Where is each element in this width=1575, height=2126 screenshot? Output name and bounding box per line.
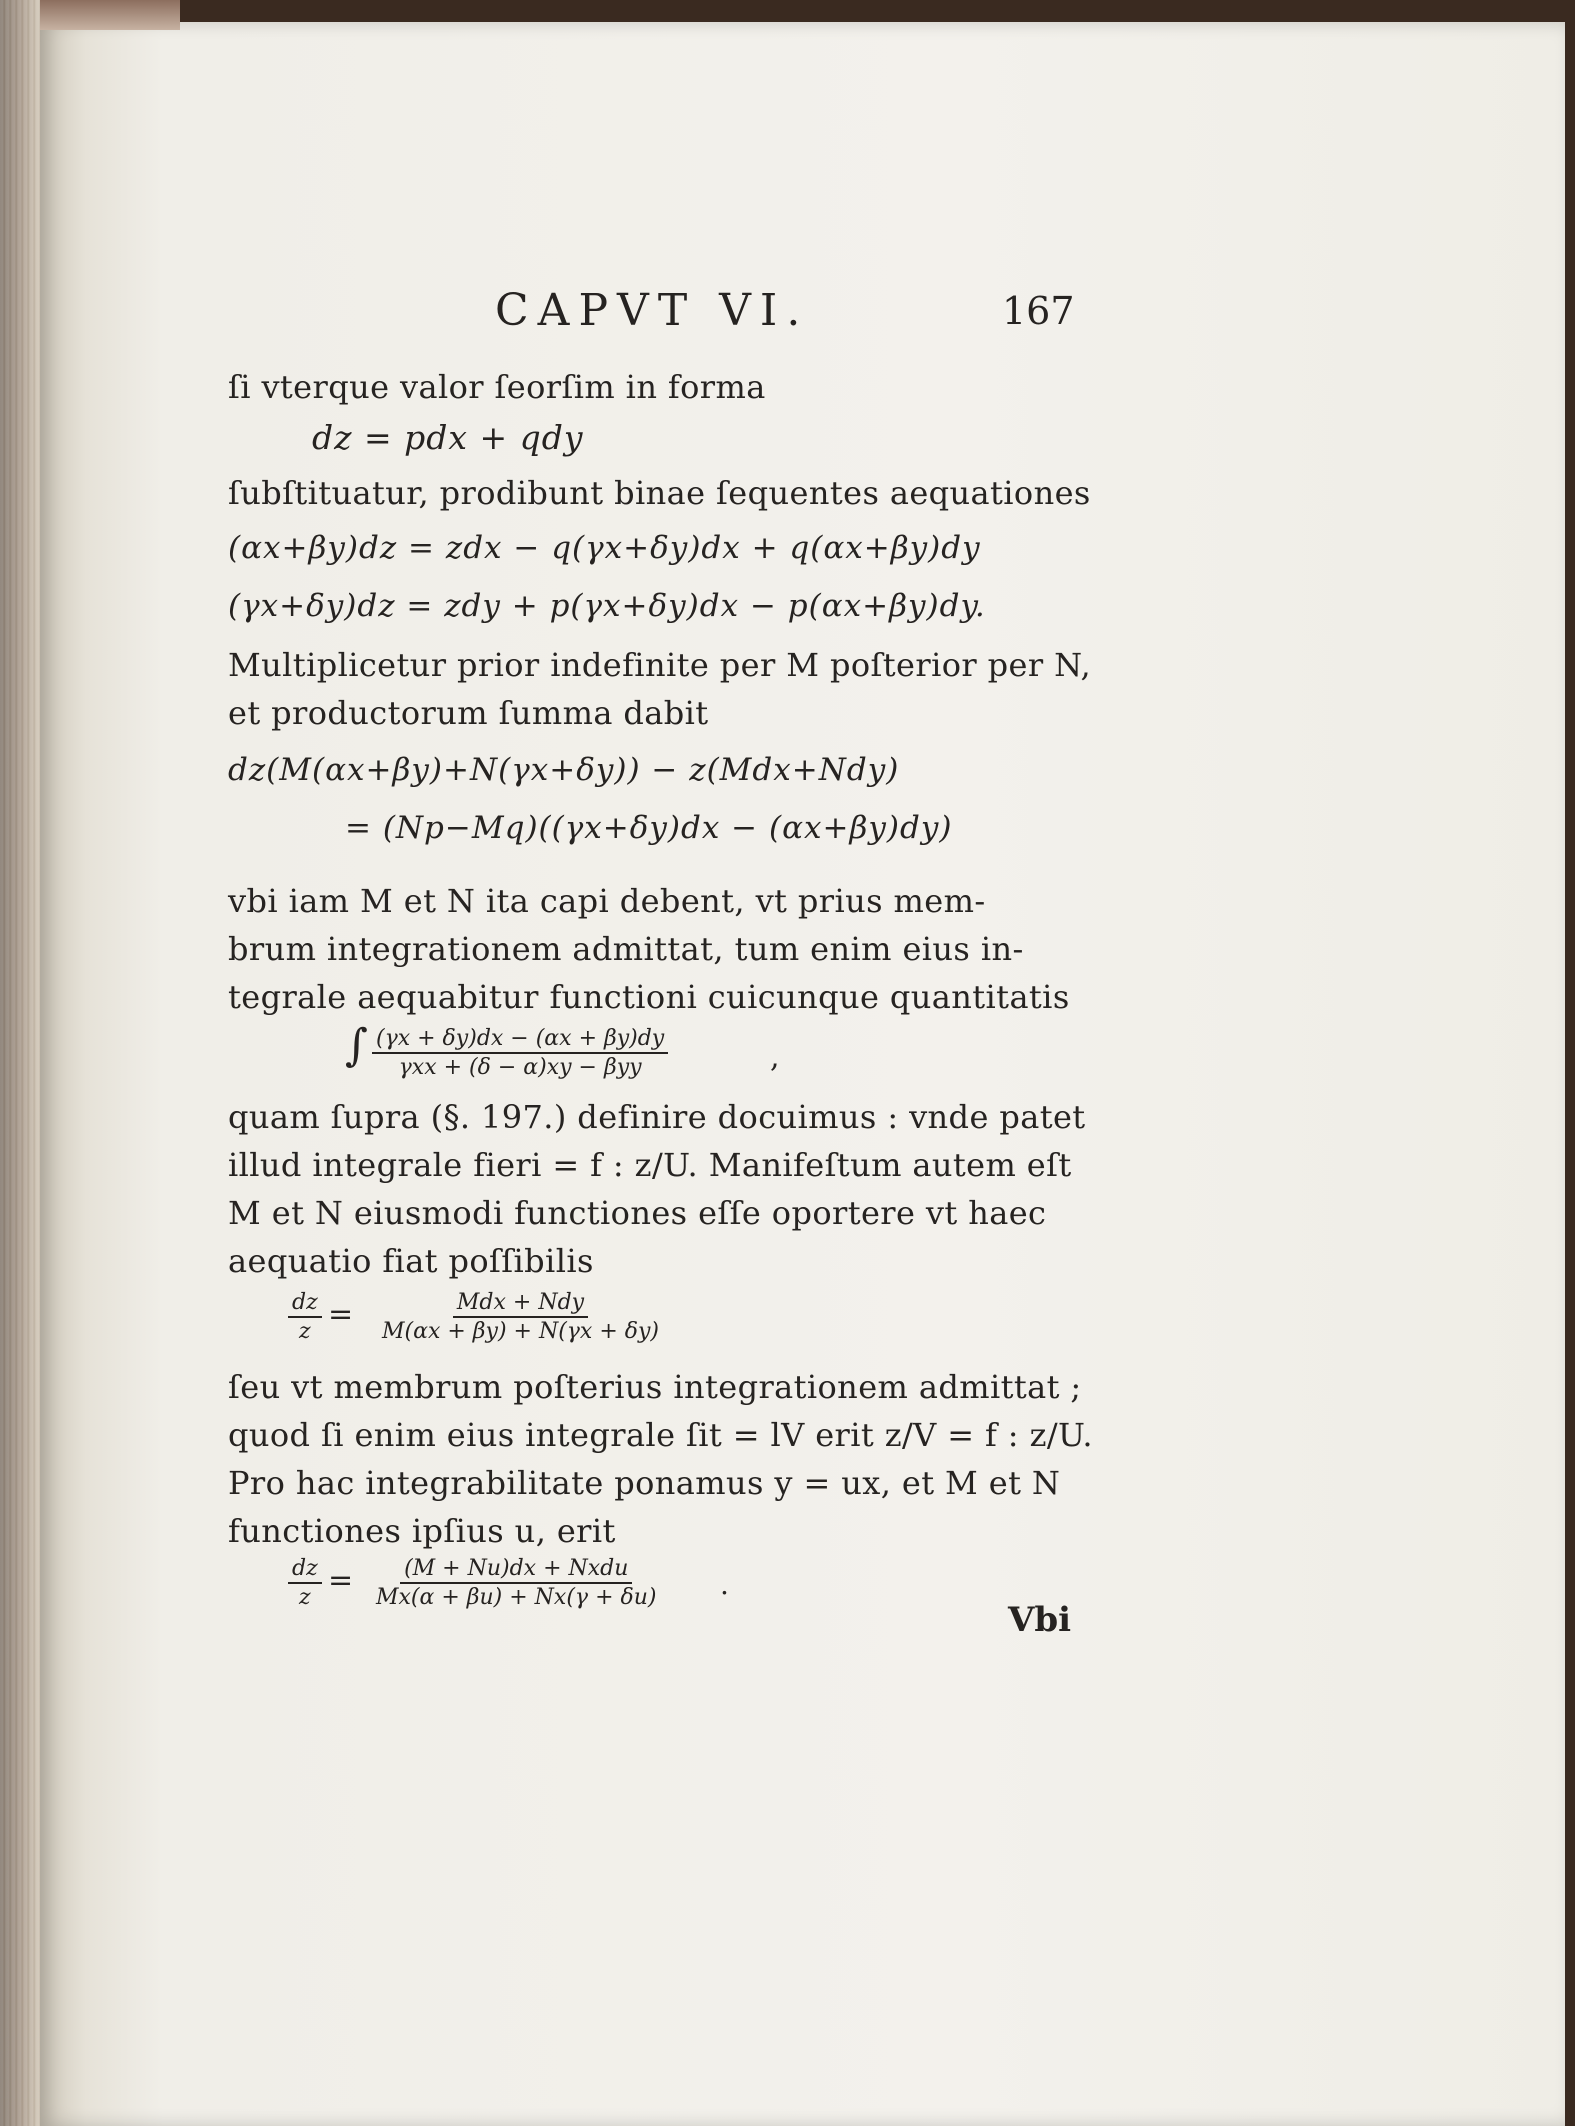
equation-line: (αx+βy)dz = zdx − q(γx+δy)dx + q(αx+βy)dy <box>228 530 981 566</box>
text-line: quam ſupra (§. 197.) definire docuimus : vnde patet <box>228 1098 1086 1136</box>
text-line: vbi iam M et N ita capi debent, vt prius mem- <box>228 882 986 920</box>
text-line: aequatio fiat poſſibilis <box>228 1242 594 1280</box>
integral-sign: ∫ <box>345 1020 368 1071</box>
fraction-main <box>378 1290 663 1344</box>
running-header: CAPVT VI. <box>495 285 810 336</box>
fraction-denominator: z <box>299 1585 311 1610</box>
text-line: quod ſi enim eius integrale ſit = lV erit z/V = f : z/U. <box>228 1416 1094 1454</box>
fraction-numerator: (γx + δy)dx − (αx + βy)dy <box>372 1026 668 1054</box>
integral-fraction <box>372 1026 668 1080</box>
fraction-dz-over-z <box>288 1556 322 1610</box>
equation-line: dz(M(αx+βy)+N(γx+δy)) − z(Mdx+Ndy) <box>228 752 900 788</box>
fraction-denominator: γxx + (δ − α)xy − βyy <box>398 1055 642 1080</box>
equals-sign: = <box>328 1297 354 1332</box>
catchword: Vbi <box>1008 1600 1072 1640</box>
equation-line: = (Np−Mq)((γx+δy)dx − (αx+βy)dy) <box>345 810 953 846</box>
fraction-numerator: dz <box>288 1290 322 1318</box>
text-line: ſubſtituatur, prodibunt binae ſequentes aequationes <box>228 474 1091 512</box>
fraction-numerator: dz <box>288 1556 322 1584</box>
punctuation: , <box>770 1040 780 1075</box>
binding-corner <box>40 0 180 30</box>
text-line: Multiplicetur prior indefinite per M poſterior per N, <box>228 646 1092 684</box>
text-line: illud integrale fieri = f : z/U. Manifeſtum autem eſt <box>228 1146 1072 1184</box>
equation-line: (γx+δy)dz = zdy + p(γx+δy)dx − p(αx+βy)dy. <box>228 588 986 624</box>
fraction-denominator: Mx(α + βu) + Nx(γ + δu) <box>376 1585 657 1610</box>
page-number: 167 <box>1002 289 1075 333</box>
fraction-numerator: Mdx + Ndy <box>453 1290 588 1318</box>
page-sheet <box>40 22 1565 2126</box>
text-line: brum integrationem admittat, tum enim eius in- <box>228 930 1024 968</box>
fraction-numerator: (M + Nu)dx + Nxdu <box>400 1556 632 1584</box>
text-line: functiones ipſius u, erit <box>228 1512 616 1550</box>
equation-line: dz = pdx + qdy <box>312 418 584 457</box>
text-line: tegrale aequabitur functioni cuicunque quantitatis <box>228 978 1070 1016</box>
text-line: M et N eiusmodi functiones eſſe oportere vt haec <box>228 1194 1047 1232</box>
text-line: et productorum ſumma dabit <box>228 694 709 732</box>
equals-sign: = <box>328 1563 354 1598</box>
text-line: ſeu vt membrum poſterius integrationem admittat ; <box>228 1368 1082 1406</box>
fraction-main <box>372 1556 661 1610</box>
fraction-denominator: M(αx + βy) + N(γx + δy) <box>382 1319 660 1344</box>
fraction-denominator: z <box>299 1319 311 1344</box>
punctuation: . <box>720 1568 729 1601</box>
text-line: ſi vterque valor ſeorſim in forma <box>228 368 766 406</box>
fraction-dz-over-z <box>288 1290 322 1344</box>
text-line: Pro hac integrabilitate ponamus y = ux, et M et N <box>228 1464 1061 1502</box>
